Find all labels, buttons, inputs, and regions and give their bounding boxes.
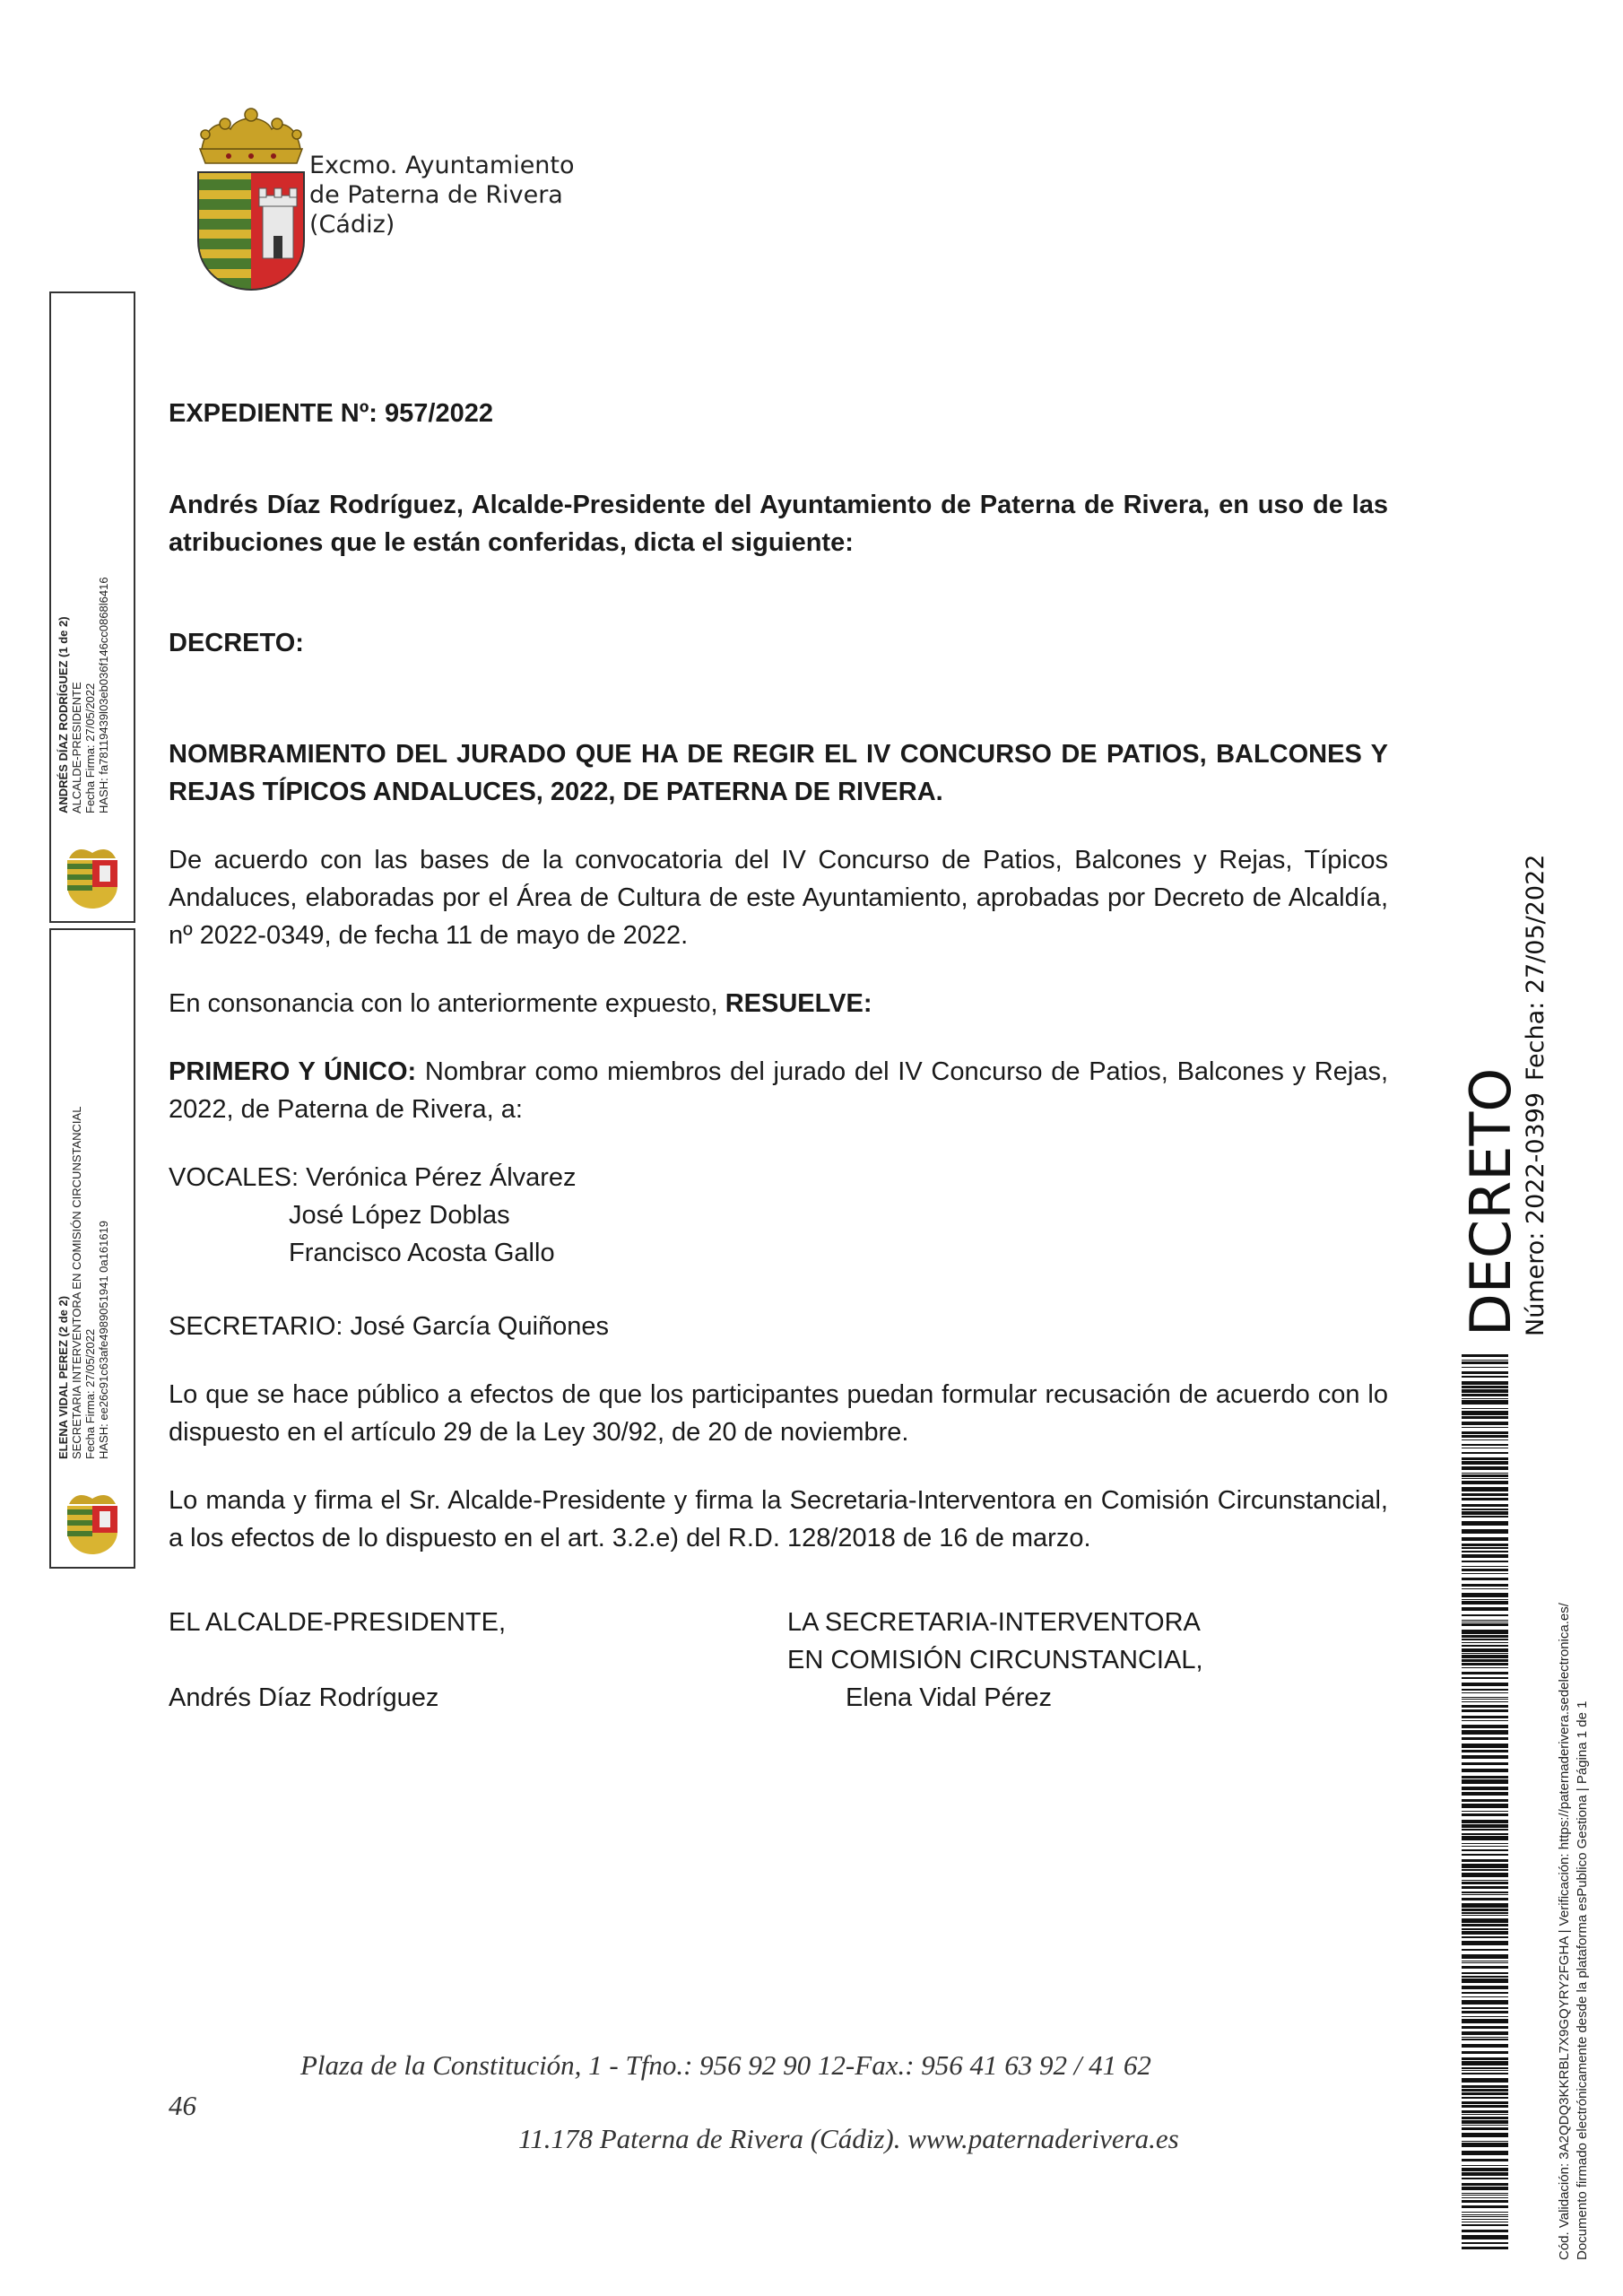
- barcode-bar: [1462, 2193, 1508, 2194]
- barcode-bar: [1462, 1427, 1508, 1428]
- barcode-bar: [1462, 2031, 1508, 2035]
- barcode-bar: [1462, 1466, 1508, 1470]
- barcode-bar: [1462, 1648, 1508, 1652]
- footer-website: 11.178 Paterna de Rivera (Cádiz). www.paternaderivera.es: [518, 2123, 1179, 2154]
- barcode-bar: [1462, 1361, 1508, 1364]
- barcode-bar: [1462, 2057, 1508, 2060]
- barcode-bar: [1462, 1478, 1508, 1479]
- barcode-bar: [1462, 2212, 1508, 2213]
- verification-text: [1556, 1381, 1597, 2260]
- barcode-bar: [1462, 1730, 1508, 1735]
- stamp-1-date: Fecha Firma: 27/05/2022: [83, 683, 97, 813]
- secretaria-role-2: EN COMISIÓN CIRCUNSTANCIAL,: [787, 1646, 1203, 1674]
- barcode-bar: [1462, 2172, 1508, 2176]
- barcode-bar: [1462, 1894, 1508, 1895]
- barcode-bar: [1462, 1360, 1508, 1361]
- verification-line-2: Documento firmado electrónicamente desde la plataforma esPublico Gestiona | Página 1 de 1: [1575, 1700, 1590, 2260]
- organization-name: [309, 151, 575, 239]
- barcode-bar: [1462, 1886, 1508, 1889]
- barcode-bar: [1462, 1630, 1508, 1634]
- secretaria-name: Elena Vidal Pérez: [846, 1683, 1053, 1712]
- barcode-bar: [1462, 2073, 1508, 2074]
- barcode-bar: [1462, 1452, 1508, 1454]
- barcode-bar: [1462, 1667, 1508, 1668]
- barcode-bar: [1462, 2089, 1508, 2092]
- vocales-list: [169, 1159, 1388, 1272]
- barcode-bar: [1462, 1962, 1508, 1963]
- barcode-bar: [1462, 1755, 1508, 1759]
- org-line-1: Excmo. Ayuntamiento: [309, 152, 575, 179]
- barcode-bar: [1462, 1578, 1508, 1580]
- barcode-bar: [1462, 1836, 1508, 1840]
- barcode-bar: [1462, 1593, 1508, 1597]
- signature-stamp-1: [49, 291, 135, 923]
- barcode-bar: [1462, 1992, 1508, 1994]
- barcode-bar: [1462, 1928, 1508, 1930]
- barcode-bar: [1462, 2092, 1508, 2095]
- barcode-bar: [1462, 1516, 1508, 1518]
- barcode-bar: [1462, 2085, 1508, 2088]
- barcode-bar: [1462, 2037, 1508, 2038]
- barcode-bar: [1462, 1869, 1508, 1871]
- resuelve-label: RESUELVE:: [725, 989, 872, 1018]
- vocal-item: José López Doblas: [289, 1201, 510, 1230]
- barcode-bar: [1462, 1849, 1508, 1851]
- barcode-bar: [1462, 1435, 1508, 1438]
- signature-right: [787, 1604, 1203, 1717]
- barcode-bar: [1462, 2000, 1508, 2005]
- barcode-bar: [1462, 1829, 1508, 1831]
- barcode-bar: [1462, 1566, 1508, 1567]
- barcode-bar: [1462, 1996, 1508, 1997]
- decreto-title: NOMBRAMIENTO DEL JURADO QUE HA DE REGIR EL IV CONCURSO DE PATIOS, BALCONES Y REJAS TÍPICOS ANDALUCES, 2022, DE PATERNA DE RIVERA.: [169, 740, 1388, 806]
- barcode-bar: [1462, 2224, 1508, 2226]
- decreto-date: Fecha: 27/05/2022: [1522, 854, 1549, 1081]
- barcode-bar: [1462, 1811, 1508, 1812]
- barcode-bar: [1462, 1386, 1508, 1388]
- barcode-bar: [1462, 1551, 1508, 1552]
- vocal-item: Francisco Acosta Gallo: [289, 1239, 555, 1267]
- vocales-label: VOCALES:: [169, 1163, 299, 1192]
- barcode-bar: [1462, 1645, 1508, 1647]
- barcode-bar: [1462, 1683, 1508, 1686]
- vocal-item: Verónica Pérez Álvarez: [306, 1163, 577, 1192]
- barcode-bar: [1462, 1422, 1508, 1425]
- barcode-bar: [1462, 1892, 1508, 1893]
- barcode-bar: [1462, 1561, 1508, 1562]
- barcode-bar: [1462, 1659, 1508, 1662]
- decreto-stamp-title: DECRETO: [1458, 1067, 1523, 1336]
- barcode-bar: [1462, 1400, 1508, 1405]
- barcode-bar: [1462, 1843, 1508, 1844]
- stamp-2-text: [56, 1107, 110, 1459]
- barcode-bar: [1462, 2178, 1508, 2179]
- barcode-bar: [1462, 2011, 1508, 2013]
- barcode-bar: [1462, 2097, 1508, 2099]
- barcode-bar: [1462, 1354, 1508, 1357]
- barcode-bar: [1462, 1504, 1508, 1507]
- barcode-bar: [1462, 2247, 1508, 2249]
- barcode-bar: [1462, 1966, 1508, 1969]
- barcode-bar: [1462, 1799, 1508, 1802]
- expediente-number: EXPEDIENTE Nº: 957/2022: [169, 399, 493, 428]
- barcode-bar: [1462, 2214, 1508, 2215]
- barcode: [1462, 1354, 1508, 2251]
- barcode-bar: [1462, 1672, 1508, 1674]
- barcode-bar: [1462, 2067, 1508, 2069]
- barcode-bar: [1462, 1623, 1508, 1626]
- barcode-bar: [1462, 1584, 1508, 1587]
- barcode-bar: [1462, 1569, 1508, 1571]
- barcode-bar: [1462, 1376, 1508, 1378]
- barcode-bar: [1462, 1635, 1508, 1638]
- barcode-bar: [1462, 1692, 1508, 1693]
- stamp-1-role: ALCALDE-PRESIDENTE: [70, 682, 83, 813]
- barcode-bar: [1462, 1882, 1508, 1884]
- barcode-bar: [1462, 2230, 1508, 2232]
- barcode-bar: [1462, 1521, 1508, 1526]
- manda-paragraph: Lo manda y firma el Sr. Alcalde-Presidente y firma la Secretaria-Interventora en Comisión Circunstancial, a los efectos de lo dispuesto en el art. 3.2.e) del R.D. 128/2018 de 16 de marzo.: [169, 1486, 1388, 1552]
- page-number: 46: [169, 2090, 196, 2121]
- barcode-bar: [1462, 1653, 1508, 1654]
- alcalde-role: EL ALCALDE-PRESIDENTE,: [169, 1608, 507, 1637]
- barcode-bar: [1462, 1639, 1508, 1640]
- org-line-3: (Cádiz): [309, 211, 395, 239]
- barcode-bar: [1462, 2078, 1508, 2083]
- barcode-bar: [1462, 1744, 1508, 1748]
- barcode-bar: [1462, 2016, 1508, 2017]
- barcode-bar: [1462, 2197, 1508, 2198]
- stamp-1-text: [56, 577, 110, 813]
- barcode-bar: [1462, 1924, 1508, 1926]
- barcode-bar: [1462, 2159, 1508, 2161]
- barcode-bar: [1462, 1750, 1508, 1752]
- barcode-bar: [1462, 2235, 1508, 2239]
- stamp-coat-icon: [62, 846, 123, 910]
- barcode-bar: [1462, 1769, 1508, 1772]
- barcode-bar: [1462, 1461, 1508, 1465]
- barcode-bar: [1462, 1864, 1508, 1868]
- barcode-bar: [1462, 1511, 1508, 1515]
- barcode-bar: [1462, 1820, 1508, 1823]
- alcalde-name: Andrés Díaz Rodríguez: [169, 1683, 439, 1712]
- barcode-bar: [1462, 2044, 1508, 2048]
- barcode-bar: [1462, 1824, 1508, 1828]
- barcode-bar: [1462, 1725, 1508, 1728]
- barcode-bar: [1462, 1481, 1508, 1484]
- barcode-bar: [1462, 2200, 1508, 2203]
- barcode-bar: [1462, 1898, 1508, 1900]
- barcode-bar: [1462, 1547, 1508, 1549]
- barcode-bar: [1462, 2117, 1508, 2119]
- barcode-bar: [1462, 1663, 1508, 1665]
- barcode-bar: [1462, 1601, 1508, 1605]
- barcode-bar: [1462, 2216, 1508, 2217]
- barcode-bar: [1462, 2242, 1508, 2244]
- barcode-bar: [1462, 2114, 1508, 2115]
- barcode-bar: [1462, 2143, 1508, 2147]
- barcode-bar: [1462, 2195, 1508, 2196]
- barcode-bar: [1462, 2127, 1508, 2130]
- stamp-2-role: SECRETARIA INTERVENTORA EN COMISIÓN CIRCUNSTANCIAL: [70, 1106, 83, 1459]
- barcode-bar: [1462, 1787, 1508, 1790]
- barcode-bar: [1462, 1599, 1508, 1600]
- barcode-bar: [1462, 1371, 1508, 1374]
- barcode-bar: [1462, 1720, 1508, 1721]
- barcode-bar: [1462, 1903, 1508, 1908]
- org-line-2: de Paterna de Rivera: [309, 181, 563, 209]
- barcode-bar: [1462, 1487, 1508, 1492]
- barcode-bar: [1462, 1709, 1508, 1712]
- barcode-bar: [1462, 1716, 1508, 1718]
- coat-of-arms-logo: [193, 106, 309, 294]
- barcode-bar: [1462, 1697, 1508, 1698]
- barcode-bar: [1462, 1620, 1508, 1621]
- barcode-bar: [1462, 1846, 1508, 1847]
- secretario-line: SECRETARIO: José García Quiñones: [169, 1312, 610, 1341]
- barcode-bar: [1462, 1954, 1508, 1959]
- barcode-bar: [1462, 2019, 1508, 2023]
- barcode-bar: [1462, 2007, 1508, 2009]
- barcode-bar: [1462, 1394, 1508, 1396]
- primero-paragraph: [169, 1053, 1388, 1128]
- barcode-bar: [1462, 1677, 1508, 1679]
- barcode-bar: [1462, 1918, 1508, 1923]
- barcode-bar: [1462, 1389, 1508, 1393]
- barcode-bar: [1462, 2039, 1508, 2040]
- barcode-bar: [1462, 2205, 1508, 2208]
- barcode-bar: [1462, 1554, 1508, 1558]
- barcode-bar: [1462, 1949, 1508, 1951]
- barcode-bar: [1462, 1457, 1508, 1460]
- barcode-bar: [1462, 1833, 1508, 1835]
- barcode-bar: [1462, 1544, 1508, 1546]
- barcode-bar: [1462, 1614, 1508, 1616]
- barcode-bar: [1462, 1573, 1508, 1574]
- barcode-bar: [1462, 1936, 1508, 1938]
- barcode-bar: [1462, 1909, 1508, 1911]
- barcode-bar: [1462, 1439, 1508, 1440]
- barcode-bar: [1462, 1655, 1508, 1658]
- barcode-bar: [1462, 1498, 1508, 1500]
- barcode-bar: [1462, 2141, 1508, 2142]
- stamp-1-name: ANDRÉS DÍAZ RODRÍGUEZ (1 de 2): [56, 616, 70, 813]
- barcode-bar: [1462, 1588, 1508, 1589]
- barcode-bar: [1462, 1931, 1508, 1935]
- barcode-bar: [1462, 1416, 1508, 1419]
- stamp-coat-icon: [62, 1492, 123, 1556]
- stamp-2-date: Fecha Firma: 27/05/2022: [83, 1328, 97, 1459]
- barcode-bar: [1462, 1474, 1508, 1477]
- barcode-bar: [1462, 2151, 1508, 2155]
- barcode-bar: [1462, 1854, 1508, 1856]
- primero-text: Nombrar como miembros del jurado del IV Concurso de Patios, Balcones y Rejas, 2022, de Paterna de Rivera, a:: [169, 1057, 1389, 1124]
- primero-label: PRIMERO Y ÚNICO:: [169, 1057, 417, 1086]
- barcode-bar: [1462, 1912, 1508, 1914]
- barcode-bar: [1462, 1408, 1508, 1409]
- barcode-bar: [1462, 1804, 1508, 1808]
- stamp-2-name: ELENA VIDAL PEREZ (2 de 2): [56, 1295, 70, 1459]
- barcode-bar: [1462, 2125, 1508, 2126]
- stamp-1-hash: HASH: fa78119439l03eb036f146cc0868l6416: [97, 577, 110, 813]
- barcode-bar: [1462, 1873, 1508, 1877]
- barcode-bar: [1462, 2051, 1508, 2054]
- intro-paragraph: Andrés Díaz Rodríguez, Alcalde-Presidente del Ayuntamiento de Paterna de Rivera, en uso de las atribuciones que le están conferidas, dicta el siguiente:: [169, 491, 1388, 557]
- barcode-bar: [1462, 2165, 1508, 2166]
- barcode-bar: [1462, 1779, 1508, 1784]
- barcode-bar: [1462, 1381, 1508, 1385]
- barcode-bar: [1462, 1976, 1508, 1978]
- barcode-bar: [1462, 2026, 1508, 2029]
- barcode-bar: [1462, 1607, 1508, 1611]
- barcode-bar: [1462, 1737, 1508, 1740]
- document-body: [169, 395, 1388, 1557]
- barcode-bar: [1462, 1792, 1508, 1796]
- bases-paragraph: De acuerdo con las bases de la convocatoria del IV Concurso de Patios, Balcones y Rejas, Típicos Andaluces, elaboradas por el Área de Cultura de este Ayuntamiento, aprobadas por Decreto de Alcaldía, nº 2022-0349, de fecha 11 de mayo de 2022.: [169, 846, 1388, 950]
- barcode-bar: [1462, 1431, 1508, 1434]
- barcode-bar: [1462, 1367, 1508, 1368]
- barcode-bar: [1462, 1473, 1508, 1474]
- barcode-bar: [1462, 1979, 1508, 1983]
- barcode-bar: [1462, 1859, 1508, 1862]
- barcode-bar: [1462, 1986, 1508, 1989]
- barcode-bar: [1462, 2061, 1508, 2066]
- barcode-bar: [1462, 1701, 1508, 1702]
- signature-stamp-2: [49, 928, 135, 1569]
- barcode-bar: [1462, 1411, 1508, 1415]
- barcode-bar: [1462, 1813, 1508, 1816]
- footer-address: Plaza de la Constitución, 1 - Tfno.: 956 92 90 12-Fax.: 956 41 63 92 / 41 62: [300, 2049, 1151, 2081]
- barcode-bar: [1462, 1762, 1508, 1765]
- barcode-bar: [1462, 1444, 1508, 1446]
- barcode-bar: [1462, 1537, 1508, 1541]
- barcode-bar: [1462, 2120, 1508, 2124]
- barcode-bar: [1462, 1493, 1508, 1496]
- consonancia-paragraph: [169, 985, 1388, 1022]
- secretaria-role-1: LA SECRETARIA-INTERVENTORA: [787, 1608, 1201, 1637]
- barcode-bar: [1462, 2105, 1508, 2108]
- decreto-label: DECRETO:: [169, 629, 304, 657]
- barcode-bar: [1462, 1509, 1508, 1510]
- publico-paragraph: Lo que se hace público a efectos de que los participantes puedan formular recusación de acuerdo con lo dispuesto en el artículo 29 de la Ley 30/92, de 20 de noviembre.: [169, 1380, 1388, 1447]
- barcode-bar: [1462, 2110, 1508, 2113]
- barcode-bar: [1462, 2187, 1508, 2190]
- barcode-bar: [1462, 2168, 1508, 2171]
- barcode-bar: [1462, 2183, 1508, 2186]
- barcode-bar: [1462, 1880, 1508, 1881]
- barcode-bar: [1462, 1529, 1508, 1534]
- barcode-bar: [1462, 2219, 1508, 2220]
- barcode-bar: [1462, 1972, 1508, 1974]
- barcode-bar: [1462, 1776, 1508, 1779]
- barcode-bar: [1462, 2101, 1508, 2104]
- barcode-bar: [1462, 1705, 1508, 1708]
- barcode-bar: [1462, 1699, 1508, 1700]
- verification-line-1: Cód. Validación: 3A2QDQ3KKRBL7X9GQYRY2FGHA | Verificación: https://paternaderivera.sedelectronica.es/: [1557, 1603, 1572, 2260]
- barcode-bar: [1462, 1398, 1508, 1399]
- barcode-bar: [1462, 1941, 1508, 1945]
- barcode-bar: [1462, 2133, 1508, 2137]
- stamp-2-hash: HASH: ee26c91c63afe4989051941 0a161619: [97, 1220, 110, 1459]
- signature-left: [169, 1604, 506, 1717]
- decreto-number: Número: 2022-0399: [1522, 1091, 1549, 1336]
- barcode-bar: [1462, 1689, 1508, 1691]
- barcode-bar: [1462, 1642, 1508, 1643]
- consonancia-text: En consonancia con lo anteriormente expuesto,: [169, 989, 718, 1018]
- barcode-bar: [1462, 1915, 1508, 1916]
- barcode-bar: [1462, 2070, 1508, 2071]
